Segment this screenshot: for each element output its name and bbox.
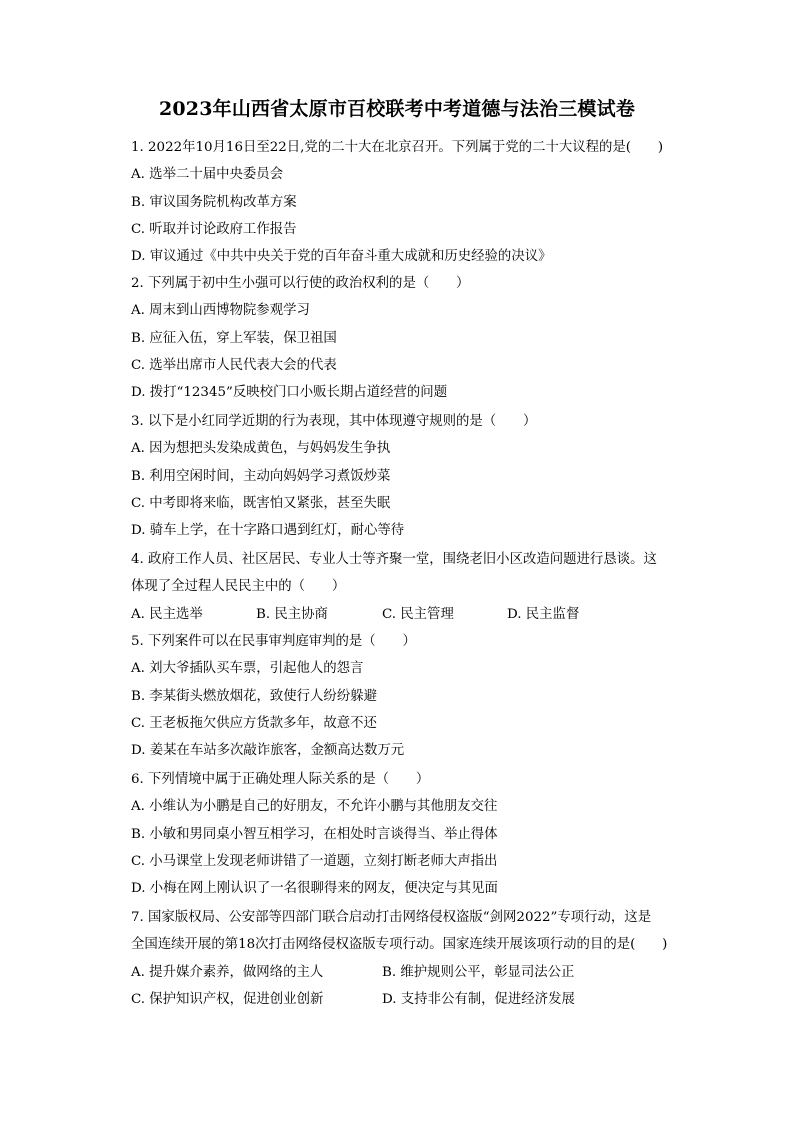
option-a: A. 刘大爷插队买车票，引起他人的怨言 — [131, 661, 364, 677]
option-c: C. 民主管理 — [382, 606, 454, 622]
question-stem: 6. 下列情境中属于正确处理人际关系的是（ ） — [131, 772, 430, 787]
option-b: B. 维护规则公平，彰显司法公正 — [382, 964, 575, 980]
option-c: C. 小马课堂上发现老师讲错了一道题，立刻打断老师大声指出 — [131, 853, 498, 869]
question-1 — [131, 134, 701, 270]
question-stem: 3. 以下是小红同学近期的行为表现，其中体现遵守规则的是（ ） — [131, 414, 537, 429]
option-d: D. 审议通过《中共中央关于党的百年奋斗重大成就和历史经验的决议》 — [131, 249, 552, 265]
option-d: D. 民主监督 — [507, 606, 580, 622]
option-a: A. 提升媒介素养，做网络的主人 — [131, 964, 324, 980]
option-a: A. 因为想把头发染成黄色，与妈妈发生争执 — [131, 441, 391, 457]
options-row — [131, 959, 701, 986]
option-c: C. 选举出席市人民代表大会的代表 — [131, 357, 337, 373]
option-c: C. 听取并讨论政府工作报告 — [131, 221, 297, 237]
option-c: C. 中考即将来临，既害怕又紧张，甚至失眠 — [131, 495, 391, 511]
question-5 — [131, 628, 701, 764]
option-b: B. 利用空闲时间，主动向妈妈学习煮饭炒菜 — [131, 468, 391, 484]
option-a: A. 周末到山西博物院参观学习 — [131, 303, 310, 319]
question-6 — [131, 766, 701, 902]
question-stem: 2. 下列属于初中生小强可以行使的政治权利的是（ ） — [131, 276, 470, 291]
question-stem: 4. 政府工作人员、社区居民、专业人士等齐聚一堂，围绕老旧小区改造问题进行恳谈。这 — [131, 552, 657, 567]
option-d: D. 支持非公有制，促进经济发展 — [382, 991, 575, 1007]
option-d: D. 拨打“12345”反映校门口小贩长期占道经营的问题 — [131, 385, 448, 401]
question-7 — [131, 904, 701, 1013]
question-4 — [131, 546, 701, 628]
option-b: B. 民主协商 — [256, 606, 328, 622]
option-a: A. 选举二十届中央委员会 — [131, 167, 284, 183]
question-stem: 1. 2022年10月16日至22日,党的二十大在北京召开。下列属于党的二十大议程的是( ) — [131, 140, 664, 155]
option-b: B. 李某街头燃放烟花，致使行人纷纷躲避 — [131, 688, 377, 704]
exam-title: 2023年山西省太原市百校联考中考道德与法治三模试卷 — [158, 98, 636, 120]
option-b: B. 小敏和男同桌小智互相学习，在相处时言谈得当、举止得体 — [131, 826, 498, 842]
option-d: D. 骑车上学，在十字路口遇到红灯，耐心等待 — [131, 523, 405, 539]
option-a: A. 民主选举 — [131, 606, 203, 622]
question-stem: 7. 国家版权局、公安部等四部门联合启动打击网络侵权盗版“剑网2022”专项行动，这是 — [131, 910, 652, 925]
question-3 — [131, 408, 701, 544]
option-b: B. 审议国务院机构改革方案 — [131, 194, 297, 210]
option-d: D. 小梅在网上刚认识了一名很聊得来的网友，便决定与其见面 — [131, 881, 498, 897]
question-stem-continued: 体现了全过程人民民主中的（ ） — [131, 579, 346, 595]
question-2 — [131, 270, 701, 406]
question-stem-continued: 全国连续开展的第18次打击网络侵权盗版专项行动。国家连续开展该项行动的目的是( ) — [131, 937, 668, 953]
option-a: A. 小维认为小鹏是自己的好朋友，不允许小鹏与其他朋友交往 — [131, 799, 498, 815]
option-b: B. 应征入伍，穿上军装，保卫祖国 — [131, 330, 337, 346]
options-row — [131, 986, 701, 1013]
option-c: C. 王老板拖欠供应方货款多年，故意不还 — [131, 715, 377, 731]
option-d: D. 姜某在车站多次敲诈旅客，金额高达数万元 — [131, 743, 405, 759]
option-c: C. 保护知识产权，促进创业创新 — [131, 991, 324, 1007]
question-stem: 5. 下列案件可以在民事审判庭审判的是（ ） — [131, 634, 416, 649]
options-row — [131, 601, 701, 628]
